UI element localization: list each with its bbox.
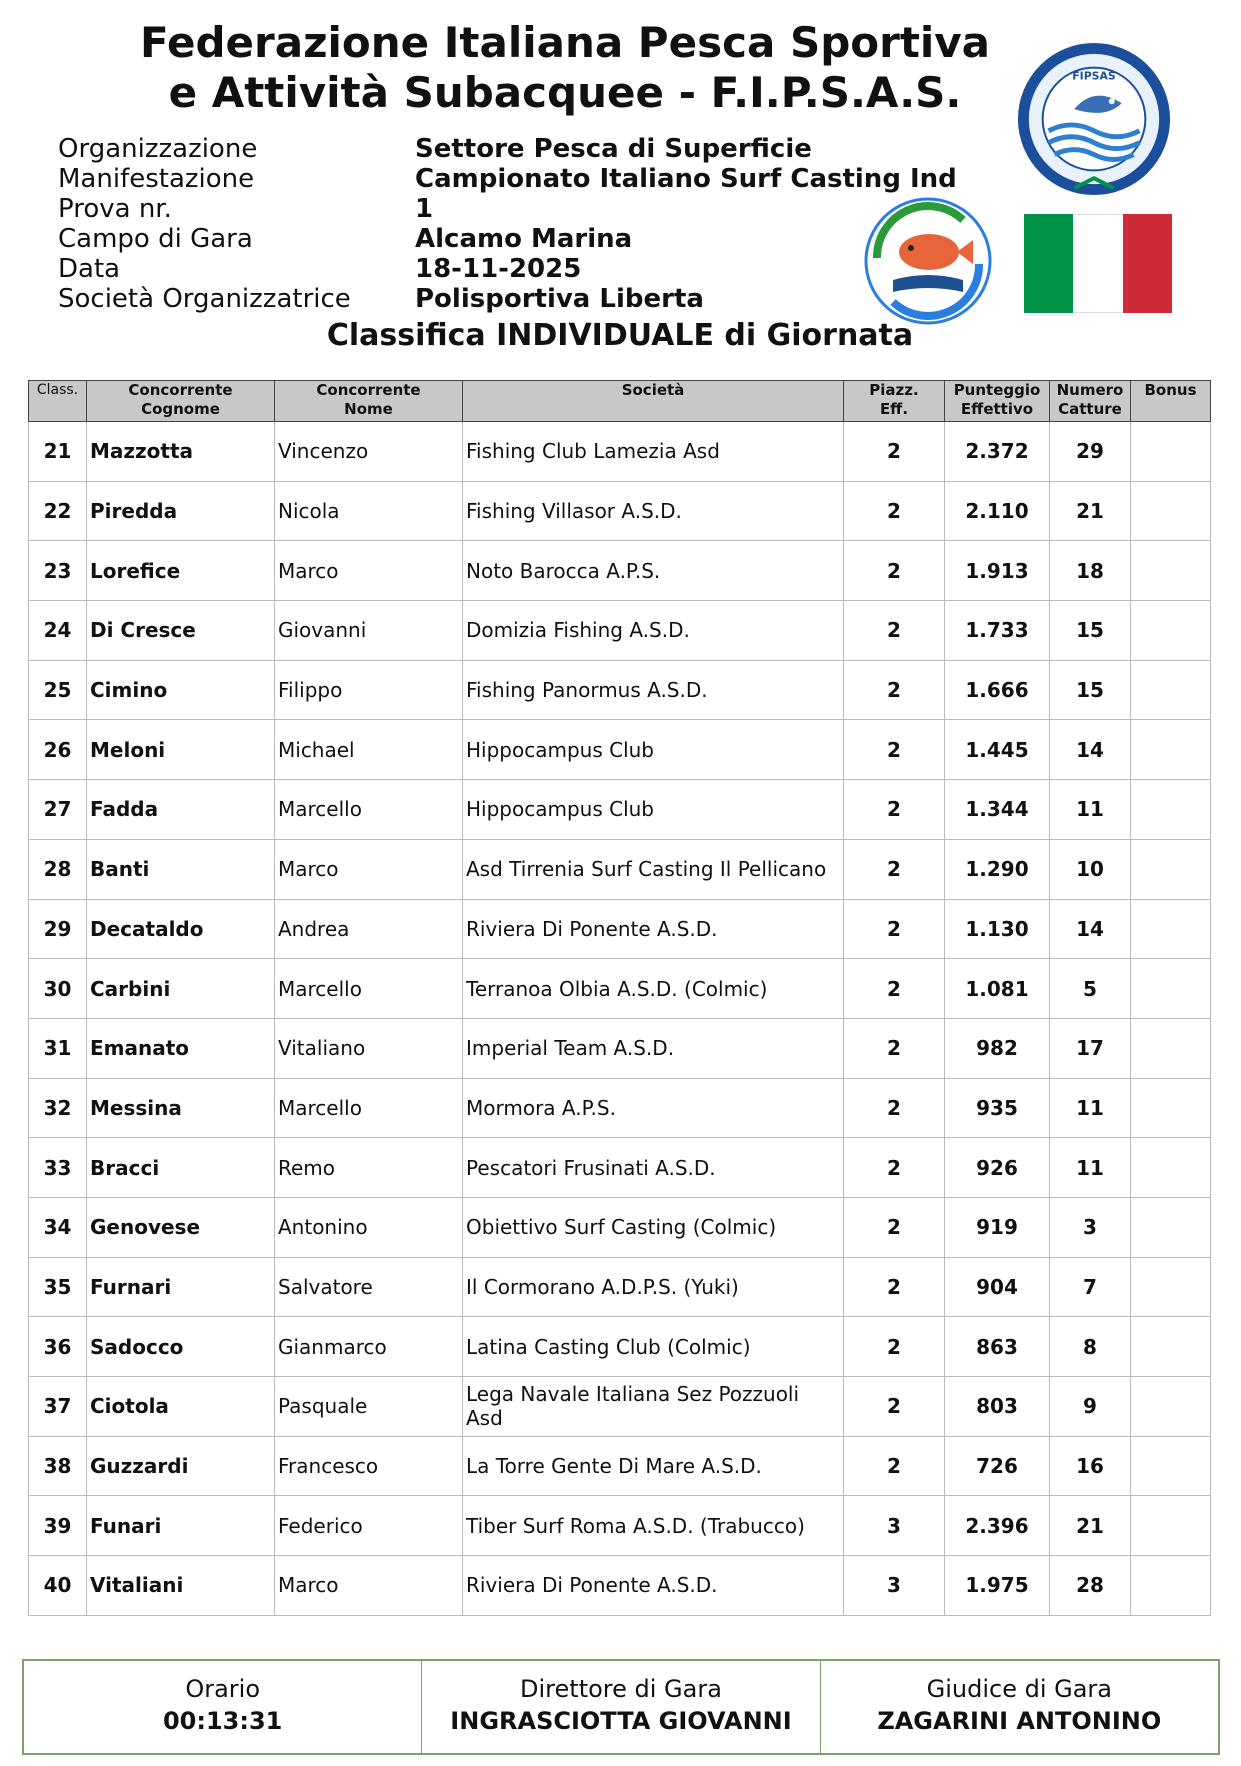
surname-cell: Messina — [87, 1078, 275, 1138]
rank-cell: 35 — [29, 1257, 87, 1317]
club-cell: Hippocampus Club — [463, 720, 844, 780]
table-row — [29, 481, 1211, 541]
rank-cell: 26 — [29, 720, 87, 780]
placement-cell: 2 — [844, 720, 945, 780]
score-cell: 1.975 — [945, 1556, 1050, 1616]
rank-cell: 21 — [29, 422, 87, 482]
bonus-cell — [1131, 541, 1211, 601]
ranking-subtitle: Classifica INDIVIDUALE di Giornata — [326, 318, 914, 353]
table-row — [29, 1018, 1211, 1078]
header-societa: Società — [463, 381, 844, 422]
direttore-label: Direttore di Gara — [520, 1675, 722, 1703]
firstname-cell: Francesco — [275, 1436, 463, 1496]
club-cell: Domizia Fishing A.S.D. — [463, 601, 844, 661]
info-row — [58, 164, 957, 194]
rank-cell: 30 — [29, 959, 87, 1019]
club-cell: Riviera Di Ponente A.S.D. — [463, 1556, 844, 1616]
firstname-cell: Vincenzo — [275, 422, 463, 482]
table-row — [29, 601, 1211, 661]
bonus-cell — [1131, 1556, 1211, 1616]
club-cell: Noto Barocca A.P.S. — [463, 541, 844, 601]
placement-cell: 2 — [844, 899, 945, 959]
catches-cell: 5 — [1050, 959, 1131, 1019]
table-row — [29, 1138, 1211, 1198]
surname-cell: Banti — [87, 839, 275, 899]
table-row — [29, 839, 1211, 899]
catches-cell: 14 — [1050, 899, 1131, 959]
bonus-cell — [1131, 1496, 1211, 1556]
table-row — [29, 660, 1211, 720]
score-cell: 904 — [945, 1257, 1050, 1317]
placement-cell: 2 — [844, 1257, 945, 1317]
bonus-cell — [1131, 1377, 1211, 1437]
document-title — [100, 18, 1030, 118]
placement-cell: 2 — [844, 959, 945, 1019]
bonus-cell — [1131, 959, 1211, 1019]
placement-cell: 2 — [844, 1138, 945, 1198]
bonus-cell — [1131, 1317, 1211, 1377]
rank-cell: 40 — [29, 1556, 87, 1616]
footer — [22, 1659, 1220, 1755]
placement-cell: 3 — [844, 1556, 945, 1616]
club-cell: La Torre Gente Di Mare A.S.D. — [463, 1436, 844, 1496]
catches-cell: 11 — [1050, 1138, 1131, 1198]
header-catture: Numero Catture — [1050, 381, 1131, 422]
rank-cell: 32 — [29, 1078, 87, 1138]
footer-giudice — [821, 1661, 1218, 1753]
bonus-cell — [1131, 899, 1211, 959]
rank-cell: 31 — [29, 1018, 87, 1078]
surname-cell: Carbini — [87, 959, 275, 1019]
table-row — [29, 422, 1211, 482]
table-row — [29, 1436, 1211, 1496]
bonus-cell — [1131, 601, 1211, 661]
catches-cell: 16 — [1050, 1436, 1131, 1496]
info-label: Campo di Gara — [58, 224, 253, 254]
club-cell: Imperial Team A.S.D. — [463, 1018, 844, 1078]
info-label: Società Organizzatrice — [58, 284, 351, 314]
table-row — [29, 1377, 1211, 1437]
score-cell: 1.666 — [945, 660, 1050, 720]
rank-cell: 33 — [29, 1138, 87, 1198]
catch-release-logo — [863, 196, 993, 326]
info-row — [58, 134, 957, 164]
header-cognome: Concorrente Cognome — [87, 381, 275, 422]
info-value: Campionato Italiano Surf Casting Ind — [415, 164, 957, 194]
placement-cell: 2 — [844, 601, 945, 661]
club-cell: Lega Navale Italiana Sez Pozzuoli Asd — [463, 1377, 844, 1437]
catches-cell: 11 — [1050, 1078, 1131, 1138]
direttore-value: INGRASCIOTTA GIOVANNI — [450, 1707, 792, 1735]
table-row — [29, 1197, 1211, 1257]
catches-cell: 18 — [1050, 541, 1131, 601]
surname-cell: Sadocco — [87, 1317, 275, 1377]
club-cell: Latina Casting Club (Colmic) — [463, 1317, 844, 1377]
firstname-cell: Vitaliano — [275, 1018, 463, 1078]
table-row — [29, 1078, 1211, 1138]
surname-cell: Cimino — [87, 660, 275, 720]
info-value: Polisportiva Liberta — [415, 284, 704, 314]
header-piazz: Piazz. Eff. — [844, 381, 945, 422]
score-cell: 2.396 — [945, 1496, 1050, 1556]
score-cell: 982 — [945, 1018, 1050, 1078]
bonus-cell — [1131, 1436, 1211, 1496]
orario-value: 00:13:31 — [162, 1707, 283, 1735]
firstname-cell: Federico — [275, 1496, 463, 1556]
results-table — [28, 380, 1211, 1616]
placement-cell: 2 — [844, 1317, 945, 1377]
table-row — [29, 541, 1211, 601]
score-cell: 919 — [945, 1197, 1050, 1257]
placement-cell: 2 — [844, 660, 945, 720]
surname-cell: Fadda — [87, 780, 275, 840]
club-cell: Fishing Villasor A.S.D. — [463, 481, 844, 541]
catches-cell: 21 — [1050, 1496, 1131, 1556]
info-value: Settore Pesca di Superficie — [415, 134, 812, 164]
placement-cell: 2 — [844, 1377, 945, 1437]
giudice-value: ZAGARINI ANTONINO — [877, 1707, 1162, 1735]
club-cell: Hippocampus Club — [463, 780, 844, 840]
firstname-cell: Salvatore — [275, 1257, 463, 1317]
surname-cell: Meloni — [87, 720, 275, 780]
header-punteggio: Punteggio Effettivo — [945, 381, 1050, 422]
giudice-label: Giudice di Gara — [926, 1675, 1113, 1703]
bonus-cell — [1131, 780, 1211, 840]
event-info — [58, 134, 957, 314]
catches-cell: 15 — [1050, 660, 1131, 720]
header-nome: Concorrente Nome — [275, 381, 463, 422]
title-line-1: Federazione Italiana Pesca Sportiva — [139, 18, 991, 67]
title-line-2: e Attività Subacquee - F.I.P.S.A.S. — [168, 68, 962, 117]
rank-cell: 24 — [29, 601, 87, 661]
firstname-cell: Marco — [275, 1556, 463, 1616]
info-value: 1 — [415, 194, 434, 224]
rank-cell: 22 — [29, 481, 87, 541]
rank-cell: 39 — [29, 1496, 87, 1556]
club-cell: Fishing Panormus A.S.D. — [463, 660, 844, 720]
catches-cell: 9 — [1050, 1377, 1131, 1437]
club-cell: Tiber Surf Roma A.S.D. (Trabucco) — [463, 1496, 844, 1556]
catches-cell: 29 — [1050, 422, 1131, 482]
bonus-cell — [1131, 1138, 1211, 1198]
catches-cell: 10 — [1050, 839, 1131, 899]
footer-orario — [24, 1661, 422, 1753]
placement-cell: 2 — [844, 1436, 945, 1496]
catches-cell: 14 — [1050, 720, 1131, 780]
fipsas-logo — [1015, 40, 1173, 198]
rank-cell: 38 — [29, 1436, 87, 1496]
surname-cell: Vitaliani — [87, 1556, 275, 1616]
info-label: Organizzazione — [58, 134, 258, 164]
placement-cell: 2 — [844, 481, 945, 541]
surname-cell: Mazzotta — [87, 422, 275, 482]
firstname-cell: Pasquale — [275, 1377, 463, 1437]
catches-cell: 17 — [1050, 1018, 1131, 1078]
info-row — [58, 194, 957, 224]
club-cell: Mormora A.P.S. — [463, 1078, 844, 1138]
bonus-cell — [1131, 1197, 1211, 1257]
surname-cell: Ciotola — [87, 1377, 275, 1437]
surname-cell: Guzzardi — [87, 1436, 275, 1496]
info-label: Manifestazione — [58, 164, 255, 194]
surname-cell: Furnari — [87, 1257, 275, 1317]
club-cell: Il Cormorano A.D.P.S. (Yuki) — [463, 1257, 844, 1317]
score-cell: 726 — [945, 1436, 1050, 1496]
placement-cell: 2 — [844, 422, 945, 482]
firstname-cell: Nicola — [275, 481, 463, 541]
surname-cell: Di Cresce — [87, 601, 275, 661]
club-cell: Pescatori Frusinati A.S.D. — [463, 1138, 844, 1198]
firstname-cell: Marcello — [275, 780, 463, 840]
table-row — [29, 1496, 1211, 1556]
firstname-cell: Michael — [275, 720, 463, 780]
firstname-cell: Filippo — [275, 660, 463, 720]
bonus-cell — [1131, 1018, 1211, 1078]
header-bonus: Bonus — [1131, 381, 1211, 422]
placement-cell: 2 — [844, 541, 945, 601]
firstname-cell: Marco — [275, 839, 463, 899]
rank-cell: 36 — [29, 1317, 87, 1377]
surname-cell: Decataldo — [87, 899, 275, 959]
firstname-cell: Gianmarco — [275, 1317, 463, 1377]
info-label: Data — [58, 254, 121, 284]
surname-cell: Funari — [87, 1496, 275, 1556]
placement-cell: 3 — [844, 1496, 945, 1556]
rank-cell: 25 — [29, 660, 87, 720]
placement-cell: 2 — [844, 1078, 945, 1138]
club-cell: Asd Tirrenia Surf Casting Il Pellicano — [463, 839, 844, 899]
bonus-cell — [1131, 481, 1211, 541]
score-cell: 1.081 — [945, 959, 1050, 1019]
orario-label: Orario — [185, 1675, 260, 1703]
score-cell: 2.110 — [945, 481, 1050, 541]
placement-cell: 2 — [844, 1197, 945, 1257]
firstname-cell: Antonino — [275, 1197, 463, 1257]
surname-cell: Piredda — [87, 481, 275, 541]
fipsas-logo-label: FIPSAS — [1072, 69, 1116, 83]
catches-cell: 8 — [1050, 1317, 1131, 1377]
surname-cell: Genovese — [87, 1197, 275, 1257]
bonus-cell — [1131, 660, 1211, 720]
table-row — [29, 1556, 1211, 1616]
info-row — [58, 254, 957, 284]
rank-cell: 27 — [29, 780, 87, 840]
catches-cell: 11 — [1050, 780, 1131, 840]
catches-cell: 21 — [1050, 481, 1131, 541]
flag-green-band — [1024, 214, 1073, 313]
score-cell: 1.733 — [945, 601, 1050, 661]
surname-cell: Lorefice — [87, 541, 275, 601]
catches-cell: 28 — [1050, 1556, 1131, 1616]
placement-cell: 2 — [844, 780, 945, 840]
firstname-cell: Remo — [275, 1138, 463, 1198]
rank-cell: 29 — [29, 899, 87, 959]
score-cell: 2.372 — [945, 422, 1050, 482]
firstname-cell: Marcello — [275, 959, 463, 1019]
placement-cell: 2 — [844, 1018, 945, 1078]
rank-cell: 28 — [29, 839, 87, 899]
table-row — [29, 1317, 1211, 1377]
score-cell: 935 — [945, 1078, 1050, 1138]
score-cell: 1.445 — [945, 720, 1050, 780]
flag-red-band — [1123, 214, 1172, 313]
rank-cell: 34 — [29, 1197, 87, 1257]
club-cell: Fishing Club Lamezia Asd — [463, 422, 844, 482]
score-cell: 803 — [945, 1377, 1050, 1437]
score-cell: 1.913 — [945, 541, 1050, 601]
bonus-cell — [1131, 422, 1211, 482]
catches-cell: 7 — [1050, 1257, 1131, 1317]
placement-cell: 2 — [844, 839, 945, 899]
table-row — [29, 720, 1211, 780]
table-row — [29, 1257, 1211, 1317]
info-value: Alcamo Marina — [415, 224, 633, 254]
bonus-cell — [1131, 839, 1211, 899]
table-row — [29, 780, 1211, 840]
bonus-cell — [1131, 1257, 1211, 1317]
italian-flag — [1024, 214, 1172, 313]
club-cell: Riviera Di Ponente A.S.D. — [463, 899, 844, 959]
catches-cell: 15 — [1050, 601, 1131, 661]
flag-white-band — [1073, 214, 1122, 313]
rank-cell: 37 — [29, 1377, 87, 1437]
table-row — [29, 899, 1211, 959]
surname-cell: Emanato — [87, 1018, 275, 1078]
info-value: 18-11-2025 — [415, 254, 582, 284]
header-class: Class. — [29, 381, 87, 422]
bonus-cell — [1131, 1078, 1211, 1138]
score-cell: 926 — [945, 1138, 1050, 1198]
bonus-cell — [1131, 720, 1211, 780]
catches-cell: 3 — [1050, 1197, 1131, 1257]
table-header-row — [29, 381, 1211, 422]
firstname-cell: Marcello — [275, 1078, 463, 1138]
rank-cell: 23 — [29, 541, 87, 601]
surname-cell: Bracci — [87, 1138, 275, 1198]
table-row — [29, 959, 1211, 1019]
footer-direttore — [422, 1661, 820, 1753]
score-cell: 863 — [945, 1317, 1050, 1377]
firstname-cell: Andrea — [275, 899, 463, 959]
info-label: Prova nr. — [58, 194, 172, 224]
firstname-cell: Marco — [275, 541, 463, 601]
club-cell: Terranoa Olbia A.S.D. (Colmic) — [463, 959, 844, 1019]
firstname-cell: Giovanni — [275, 601, 463, 661]
club-cell: Obiettivo Surf Casting (Colmic) — [463, 1197, 844, 1257]
score-cell: 1.344 — [945, 780, 1050, 840]
score-cell: 1.290 — [945, 839, 1050, 899]
score-cell: 1.130 — [945, 899, 1050, 959]
info-row — [58, 284, 957, 314]
info-row — [58, 224, 957, 254]
